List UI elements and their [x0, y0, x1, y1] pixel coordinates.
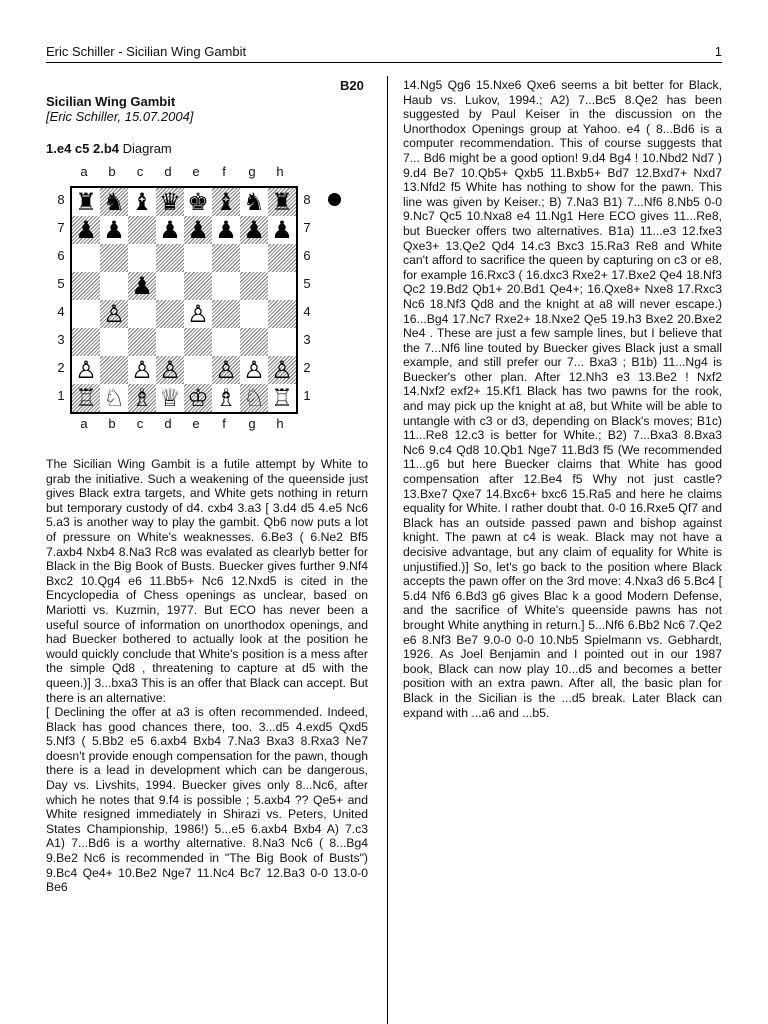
square-c3 — [128, 328, 156, 356]
square-d1 — [156, 384, 184, 412]
black-pawn-icon: ♟ — [131, 272, 153, 300]
white-pawn-icon: ♙ — [187, 300, 209, 328]
square-d6 — [156, 244, 184, 272]
rank-label-8: 8 — [57, 192, 65, 207]
header-rule — [46, 62, 722, 63]
rank-label-1: 1 — [303, 388, 311, 403]
file-label-a: a — [80, 164, 88, 179]
moves-main: 1.e4 c5 2.b4 — [46, 141, 119, 156]
square-e6 — [184, 244, 212, 272]
square-a3 — [72, 328, 100, 356]
square-a8 — [72, 188, 100, 216]
file-labels-bottom — [70, 416, 294, 431]
square-g3 — [240, 328, 268, 356]
square-f4 — [212, 300, 240, 328]
white-pawn-icon: ♙ — [131, 356, 153, 384]
black-bishop-icon: ♝ — [215, 188, 237, 216]
article-title: Sicilian Wing Gambit — [46, 94, 176, 109]
page-number: 1 — [714, 44, 722, 59]
square-b5 — [100, 272, 128, 300]
white-pawn-icon: ♙ — [103, 300, 125, 328]
white-knight-icon: ♘ — [243, 384, 265, 412]
black-pawn-icon: ♟ — [187, 216, 209, 244]
square-b1 — [100, 384, 128, 412]
black-pawn-icon: ♟ — [159, 216, 181, 244]
rank-labels-right — [300, 186, 314, 410]
file-label-c: c — [136, 164, 144, 179]
square-c8 — [128, 188, 156, 216]
side-to-move-indicator — [328, 193, 341, 206]
rank-label-4: 4 — [303, 304, 311, 319]
rank-label-8: 8 — [303, 192, 311, 207]
file-label-h: h — [276, 164, 284, 179]
file-labels-top — [70, 164, 294, 179]
file-label-e: e — [192, 164, 200, 179]
black-bishop-icon: ♝ — [131, 188, 153, 216]
rank-label-2: 2 — [303, 360, 311, 375]
square-c7 — [128, 216, 156, 244]
white-rook-icon: ♖ — [271, 384, 293, 412]
square-f7 — [212, 216, 240, 244]
square-e4 — [184, 300, 212, 328]
square-h5 — [268, 272, 296, 300]
page-header — [46, 44, 722, 64]
square-f3 — [212, 328, 240, 356]
white-queen-icon: ♕ — [159, 384, 181, 412]
square-e7 — [184, 216, 212, 244]
square-c5 — [128, 272, 156, 300]
file-label-g: g — [248, 164, 256, 179]
square-e2 — [184, 356, 212, 384]
file-label-c: c — [136, 416, 144, 431]
square-e3 — [184, 328, 212, 356]
file-label-a: a — [80, 416, 88, 431]
square-g2 — [240, 356, 268, 384]
square-b4 — [100, 300, 128, 328]
white-pawn-icon: ♙ — [75, 356, 97, 384]
left-paragraph-2: [ Declining the offer at a3 is often recommended. Indeed, Black has good chances there, too. 3...d5 4.exd5 Qxd5 5.Nf3 ( 5.Bb2 e5 6.axb4 Bxb4 7.Na3 Bxa3 8.Rxa3 Ne7 doesn't provide enough compensation for the pawn, though there is a lead in development which can be dangerous, Day vs. Livshits, 1994. Buecker gives only 8...Nc6, after which he notes that 9.f4 is possible ; 5.axb4 ?? Qe5+ and White resigned immediately in Shirazi vs. Peters, United States Championship, 1986!) 5...e5 6.axb4 Bxb4 A) 7.c3 A1) 7...Bd6 is a worthy alternative. 8.Na3 Nc6 ( 8...Bg4 9.Be2 Nc6 is recommended in "The Big Book of Busts") 9.Bc4 Qe4+ 10.Be2 Nge7 11.Nc4 Bc7 12.Ba3 0-0 13.0-0 Be6 — [46, 705, 368, 895]
white-knight-icon: ♘ — [103, 384, 125, 412]
white-pawn-icon: ♙ — [215, 356, 237, 384]
square-a2 — [72, 356, 100, 384]
square-g6 — [240, 244, 268, 272]
file-label-b: b — [108, 164, 116, 179]
square-b2 — [100, 356, 128, 384]
square-e8 — [184, 188, 212, 216]
rank-label-6: 6 — [57, 248, 65, 263]
black-pawn-icon: ♟ — [243, 216, 265, 244]
square-d2 — [156, 356, 184, 384]
square-c6 — [128, 244, 156, 272]
black-rook-icon: ♜ — [271, 188, 293, 216]
opening-moves — [46, 141, 172, 156]
square-h8 — [268, 188, 296, 216]
left-paragraph-1: The Sicilian Wing Gambit is a futile attempt by White to grab the initiative. Such a weakening of the queenside just gives Black extra targets, and White gets nothing in return but temporary custody of d4. cxb4 3.a3 [ 3.d4 d5 4.e5 Nc6 5.a3 is another way to play the gambit. Qb6 now puts a lot of pressure on White's weaknesses. 6.Be3 ( 6.Ne2 Bf5 7.axb4 Nxb4 8.Na3 Rc8 was evalated as clearlyb better for Black in the Big Book of Busts. Buecker gives further 9.Nf4 Bxc2 10.Qg4 e6 11.Bb5+ Nc6 12.Nxd5 is cited in the Encyclopedia of Chess openings as unclear, based on Mariotti vs. Kuzmin, 1977. But ECO has never been a useful source of information on unorthodox openings, and had Buecker bothered to actually look at the position he would quickly conclude that White's position is a mess after the simple Qd8 , threatening to capture at d5 with the queen.)] 3...bxa3 This is an offer that Black can accept. But there is an alternative: — [46, 457, 368, 705]
chess-board — [70, 186, 298, 414]
square-e1 — [184, 384, 212, 412]
square-b8 — [100, 188, 128, 216]
header-title: Eric Schiller - Sicilian Wing Gambit — [46, 44, 247, 59]
rank-label-7: 7 — [57, 220, 65, 235]
square-d5 — [156, 272, 184, 300]
black-pawn-icon: ♟ — [271, 216, 293, 244]
black-pawn-icon: ♟ — [103, 216, 125, 244]
square-f5 — [212, 272, 240, 300]
black-knight-icon: ♞ — [243, 188, 265, 216]
square-h7 — [268, 216, 296, 244]
moves-suffix: Diagram — [122, 141, 172, 156]
square-c2 — [128, 356, 156, 384]
rank-label-5: 5 — [57, 276, 65, 291]
file-label-b: b — [108, 416, 116, 431]
file-label-d: d — [164, 164, 172, 179]
rank-labels-left — [54, 186, 68, 410]
article-author: [Eric Schiller, 15.07.2004] — [46, 109, 194, 124]
square-g4 — [240, 300, 268, 328]
white-bishop-icon: ♗ — [215, 384, 237, 412]
white-bishop-icon: ♗ — [131, 384, 153, 412]
square-f2 — [212, 356, 240, 384]
white-king-icon: ♔ — [187, 384, 209, 412]
rank-label-1: 1 — [57, 388, 65, 403]
rank-label-3: 3 — [57, 332, 65, 347]
square-e5 — [184, 272, 212, 300]
rank-label-5: 5 — [303, 276, 311, 291]
square-b3 — [100, 328, 128, 356]
square-h3 — [268, 328, 296, 356]
file-label-g: g — [248, 416, 256, 431]
black-knight-icon: ♞ — [103, 188, 125, 216]
black-pawn-icon: ♟ — [215, 216, 237, 244]
square-d4 — [156, 300, 184, 328]
square-c4 — [128, 300, 156, 328]
square-c1 — [128, 384, 156, 412]
rank-label-7: 7 — [303, 220, 311, 235]
black-rook-icon: ♜ — [75, 188, 97, 216]
column-divider — [387, 76, 388, 1024]
black-king-icon: ♚ — [187, 188, 209, 216]
white-pawn-icon: ♙ — [159, 356, 181, 384]
file-label-f: f — [222, 164, 226, 179]
white-pawn-icon: ♙ — [243, 356, 265, 384]
rank-label-2: 2 — [57, 360, 65, 375]
square-b6 — [100, 244, 128, 272]
rank-label-3: 3 — [303, 332, 311, 347]
square-d3 — [156, 328, 184, 356]
right-paragraph-1: 14.Ng5 Qg6 15.Nxe6 Qxe6 seems a bit better for Black, Haub vs. Lukov, 1994.; A2) 7...Bc5 8.Qe2 has been suggested by Paul Keiser in the discussion on the Unorthodox Openings group at Yahoo. e4 ( 8...Bd6 is a computer recommendation. This of course suggests that 7... Bd6 might be a good option! 9.d4 Bg4 ! 10.Nbd2 Nd7 ) 9.d4 Be7 10.Qb5+ Qxb5 11.Bxb5+ Bd7 12.Bxd7+ Nxd7 13.Nfd2 f5 White has nothing to show for the pawn. This line was given by Keiser.; B) 7.Na3 B1) 7...Nf6 8.Nb5 0-0 9.Nc7 Qc5 10.Nxa8 e4 11.Ng1 Here ECO gives 11...Re8, but Buecker offers two alternatives. B1a) 11...e3 12.fxe3 Qxe3+ 13.Qe2 Qd4 14.c3 Bxc3 15.Ra3 Re8 and White can't afford to sacrifice the queen by capturing on c3 or e8, for example 16.Rxc3 ( 16.dxc3 Rxe2+ 17.Bxe2 Qe4 18.Nf3 Qc2 19.Bd2 Qb1+ 20.Bd1 Qe4+; 16.Qxe8+ Nxe8 17.Rxc3 Nc6 18.Nf3 Qd8 and the knight at a8 will never escape.) 16...Bg4 17.Nc7 Rxe2+ 18.Nxe2 Qe5 19.h3 Bxe2 20.Bxe2 Ne4 . These are just a few sample lines, but I believe that the 7...Nf6 line touted by Buecker gives Black just a small example, and still prefer our 7... Bxa3 ; B1b) 11...Ng4 is Buecker's other plan. After 12.Nh3 e3 13.Be2 ! Nxf2 14.Nxf2 exf2+ 15.Kf1 Black has two pawns for the rook, and may pick up the knight at a8, but White will be able to untangle with c3 or d3, depending on Black's moves; B1c) 11...Re8 12.c3 is better for White.; B2) 7...Bxa3 8.Bxa3 Nc6 9.c4 Qd8 10.Qb1 Nge7 11.Bd3 f5 (We recommended 11...g6 but here Buecker claims that White has good compensation after 12.Be4 f5 Why not just castle? 13.Bxe7 Qxe7 14.Bxc6+ bxc6 15.Ra5 and here he claims equality for White. I rather doubt that. 0-0 16.Rxe5 Qf7 and Black has an outside passed pawn and bishop against knight. The pawn at c4 is weak. Black may not have a decisive advantage, but any claim of equality for White is unjustified.)] So, let's go back to the position where Black accepts the pawn offer on the 3rd move: 4.Nxa3 d6 5.Bc4 [ 5.d4 Nf6 6.Bd3 g6 gives Blac k a good Modern Defense, and the sacrifice of White's queenside pawns has not brought White anything in return.] 5...Nf6 6.Bb2 Nc6 7.Qe2 e6 8.Nf3 Be7 9.0-0 0-0 10.Nb5 Spielmann vs. Gebhardt, 1926. As Joel Benjamin and I pointed out in our 1987 book, Black can now play 10...d5 and becomes a better position with an extra pawn. After all, the basic plan for Black in the Sicilian is the ...d5 break. Later Black can expand with ...a6 and ...b5. — [403, 78, 722, 720]
white-pawn-icon: ♙ — [271, 356, 293, 384]
square-a5 — [72, 272, 100, 300]
left-column-text — [46, 457, 368, 895]
square-h1 — [268, 384, 296, 412]
square-a6 — [72, 244, 100, 272]
white-rook-icon: ♖ — [75, 384, 97, 412]
file-label-e: e — [192, 416, 200, 431]
square-f6 — [212, 244, 240, 272]
square-d7 — [156, 216, 184, 244]
rank-label-6: 6 — [303, 248, 311, 263]
square-g8 — [240, 188, 268, 216]
square-h6 — [268, 244, 296, 272]
black-queen-icon: ♛ — [159, 188, 181, 216]
square-g5 — [240, 272, 268, 300]
right-column-text — [403, 78, 722, 720]
square-b7 — [100, 216, 128, 244]
square-a1 — [72, 384, 100, 412]
file-label-d: d — [164, 416, 172, 431]
file-label-h: h — [276, 416, 284, 431]
square-h4 — [268, 300, 296, 328]
chess-diagram — [54, 164, 354, 444]
file-label-f: f — [222, 416, 226, 431]
black-pawn-icon: ♟ — [75, 216, 97, 244]
square-g7 — [240, 216, 268, 244]
square-f8 — [212, 188, 240, 216]
square-f1 — [212, 384, 240, 412]
square-g1 — [240, 384, 268, 412]
square-h2 — [268, 356, 296, 384]
rank-label-4: 4 — [57, 304, 65, 319]
square-a4 — [72, 300, 100, 328]
eco-code: B20 — [340, 78, 364, 93]
square-a7 — [72, 216, 100, 244]
square-d8 — [156, 188, 184, 216]
